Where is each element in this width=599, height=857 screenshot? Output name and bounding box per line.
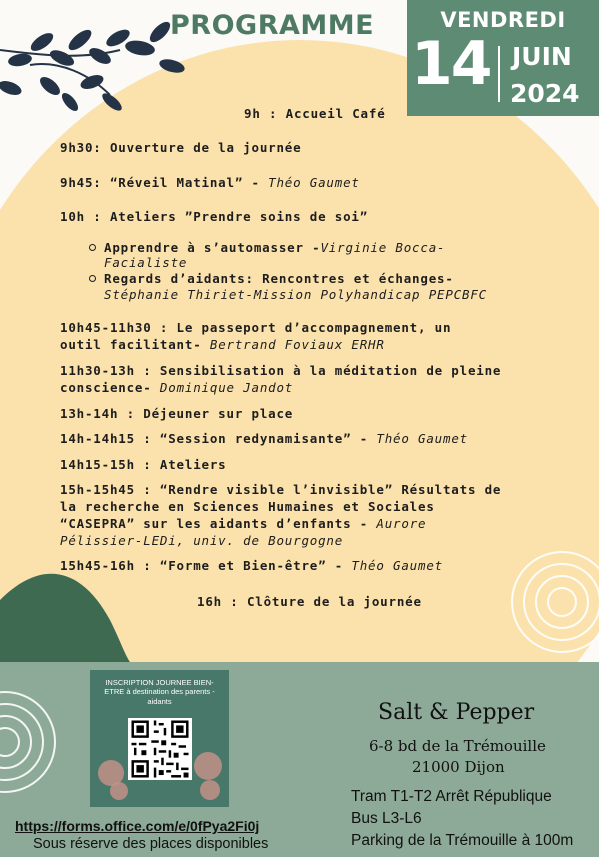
bullet-icon [89,275,96,282]
program-item-invisible-speaker: Aurore [376,516,427,531]
program-item-forme [60,558,443,573]
program-item-passeport-line2-text: outil facilitant- [60,337,202,352]
program-item-invisible-line3-text: “CASEPRA” sur les aidants d’enfants - [60,516,369,531]
program-item-session [60,431,468,446]
transport-tram: Tram T1-T2 Arrêt République [351,788,552,805]
program-item-sensibilisation-line2-text: conscience- [60,380,152,395]
workshop-item-automasser-line2 [104,255,187,270]
inscription-card-text: INSCRIPTION JOURNEE BIEN-ETRE à destination des parents - aidants [104,678,215,706]
program-item-session-speaker: Théo Gaumet [376,431,468,446]
inscription-link[interactable]: https://forms.office.com/e/0fPya2Fi0j [15,818,260,834]
venue-name: Salt & Pepper [378,700,535,725]
program-item-sensibilisation: 11h30-13h : Sensibilisation à la méditation de pleine [60,363,502,378]
program-item-invisible-speaker2: Pélissier-LEDi, univ. de Bourgogne [60,533,344,548]
workshop-speaker: Stéphanie Thiriet-Mission Polyhandicap PEPCBFC [104,287,487,302]
program-item-ateliers2: 14h15-15h : Ateliers [60,457,227,472]
workshop-speaker: Virginie Bocca- [320,240,446,255]
program-item-invisible: 15h-15h45 : “Rendre visible l’invisible” Résultats de [60,482,502,497]
program-item-passeport-speaker: Bertrand Foviaux ERHR [209,337,385,352]
venue-address-line1: 6-8 bd de la Trémouille [369,737,546,755]
transport-parking: Parking de la Trémouille à 100m [351,832,574,849]
concentric-circles-icon [500,540,599,660]
workshop-speaker-line2: Facialiste [104,255,188,270]
blossom-decoration [200,780,220,800]
program-item-sensibilisation-line2 [60,380,293,395]
program-item-invisible-line4 [60,533,343,548]
program-item-accueil: 9h : Accueil Café [244,106,386,121]
program-item-passeport: 10h45-11h30 : Le passeport d’accompagnement, un [60,320,452,335]
program-item-ateliers: 10h : Ateliers ”Prendre soins de soi” [60,209,369,224]
program-item-session-title: 14h-14h15 : “Session redynamisante” - [60,431,369,446]
program-item-forme-title: 15h45-16h : “Forme et Bien-être” - [60,558,344,573]
program-item-ouverture: 9h30: Ouverture de la journée [60,140,302,155]
inscription-card[interactable] [90,670,229,807]
venue-address-line2: 21000 Dijon [412,758,505,776]
workshop-item-regards: Regards d’aidants: Rencontres et échanges- [104,271,454,286]
program-item-reveil [60,175,360,190]
date-box [407,0,599,116]
date-day: 14 [411,29,491,99]
transport-bus: Bus L3-L6 [351,810,422,827]
date-year: 2024 [510,79,580,108]
program-item-sensibilisation-speaker: Dominique Jandot [159,380,294,395]
program-item-invisible-line3 [60,516,426,531]
program-item-forme-speaker: Théo Gaumet [351,558,443,573]
qr-code-icon[interactable] [128,718,192,780]
workshop-title: Apprendre à s’automasser - [104,240,321,255]
program-item-dejeuner: 13h-14h : Déjeuner sur place [60,406,294,421]
blossom-decoration [110,782,128,800]
page-title: PROGRAMME [170,10,375,41]
program-item-reveil-title: 9h45: “Réveil Matinal” - [60,175,260,190]
date-month: JUIN [512,42,572,71]
places-note: Sous réserve des places disponibles [33,836,269,852]
workshop-item-automasser [104,240,445,255]
program-item-passeport-line2 [60,337,385,352]
blossom-decoration [194,752,222,780]
concentric-circles-icon [0,680,60,810]
date-weekday: VENDREDI [440,8,566,32]
bullet-icon [89,244,96,251]
program-item-invisible-line2: la recherche en Sciences Humaines et Sociales [60,499,435,514]
program-item-reveil-speaker: Théo Gaumet [268,175,360,190]
workshop-item-regards-line2 [104,287,487,302]
date-divider [498,46,500,102]
program-item-cloture: 16h : Clôture de la journée [197,594,422,609]
